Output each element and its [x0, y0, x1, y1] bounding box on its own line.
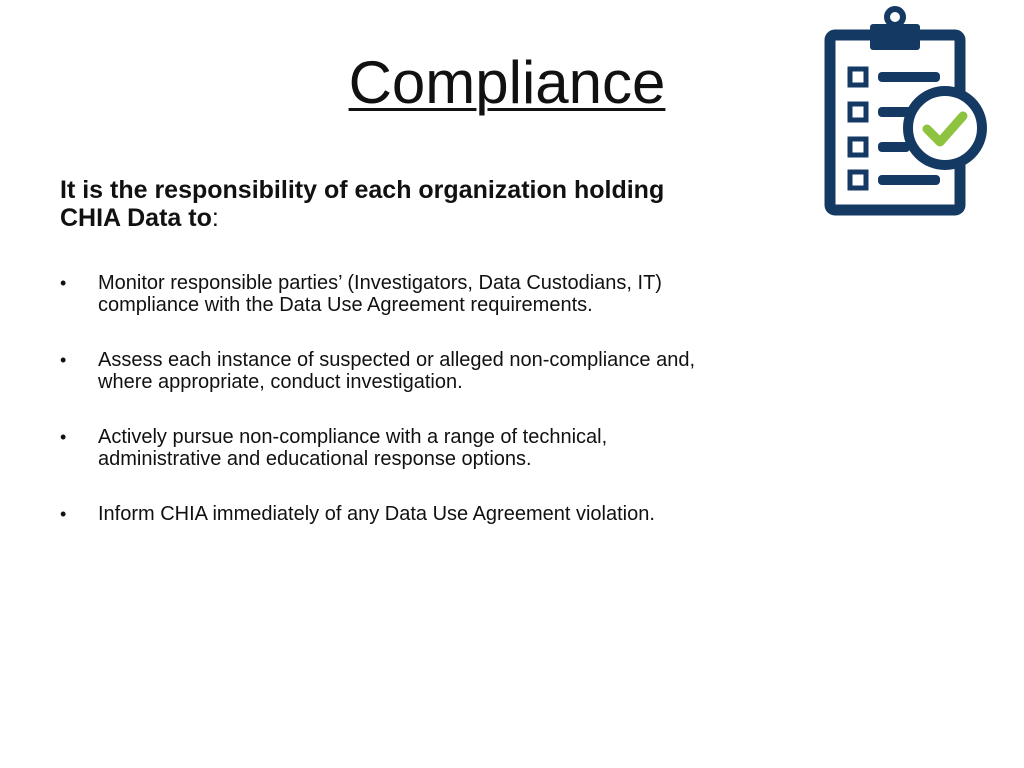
list-item [0, 349, 700, 393]
list-item-text: Monitor responsible parties’ (Investigators, Data Custodians, IT) compliance with the Data Use Agreement requirements. [98, 272, 662, 316]
bullet-icon: • [60, 427, 67, 447]
list-item [0, 272, 700, 316]
intro-statement [60, 176, 680, 232]
list-item-text: Inform CHIA immediately of any Data Use Agreement violation. [98, 503, 655, 525]
bullet-icon: • [60, 350, 67, 370]
intro-statement-colon: : [211, 204, 219, 232]
bullet-icon: • [60, 504, 67, 524]
responsibility-list [0, 272, 700, 558]
list-item-text: Actively pursue non-compliance with a range of technical, administrative and educational response options. [98, 426, 608, 470]
intro-statement-bold: It is the responsibility of each organization holding CHIA Data to [60, 176, 665, 232]
clipboard-checklist-icon [818, 6, 990, 218]
list-item [0, 426, 700, 470]
list-item [0, 503, 700, 525]
list-item-text: Assess each instance of suspected or alleged non-compliance and, where appropriate, conduct investigation. [98, 349, 696, 393]
bullet-icon: • [60, 273, 67, 293]
slide-title: Compliance [348, 49, 666, 116]
